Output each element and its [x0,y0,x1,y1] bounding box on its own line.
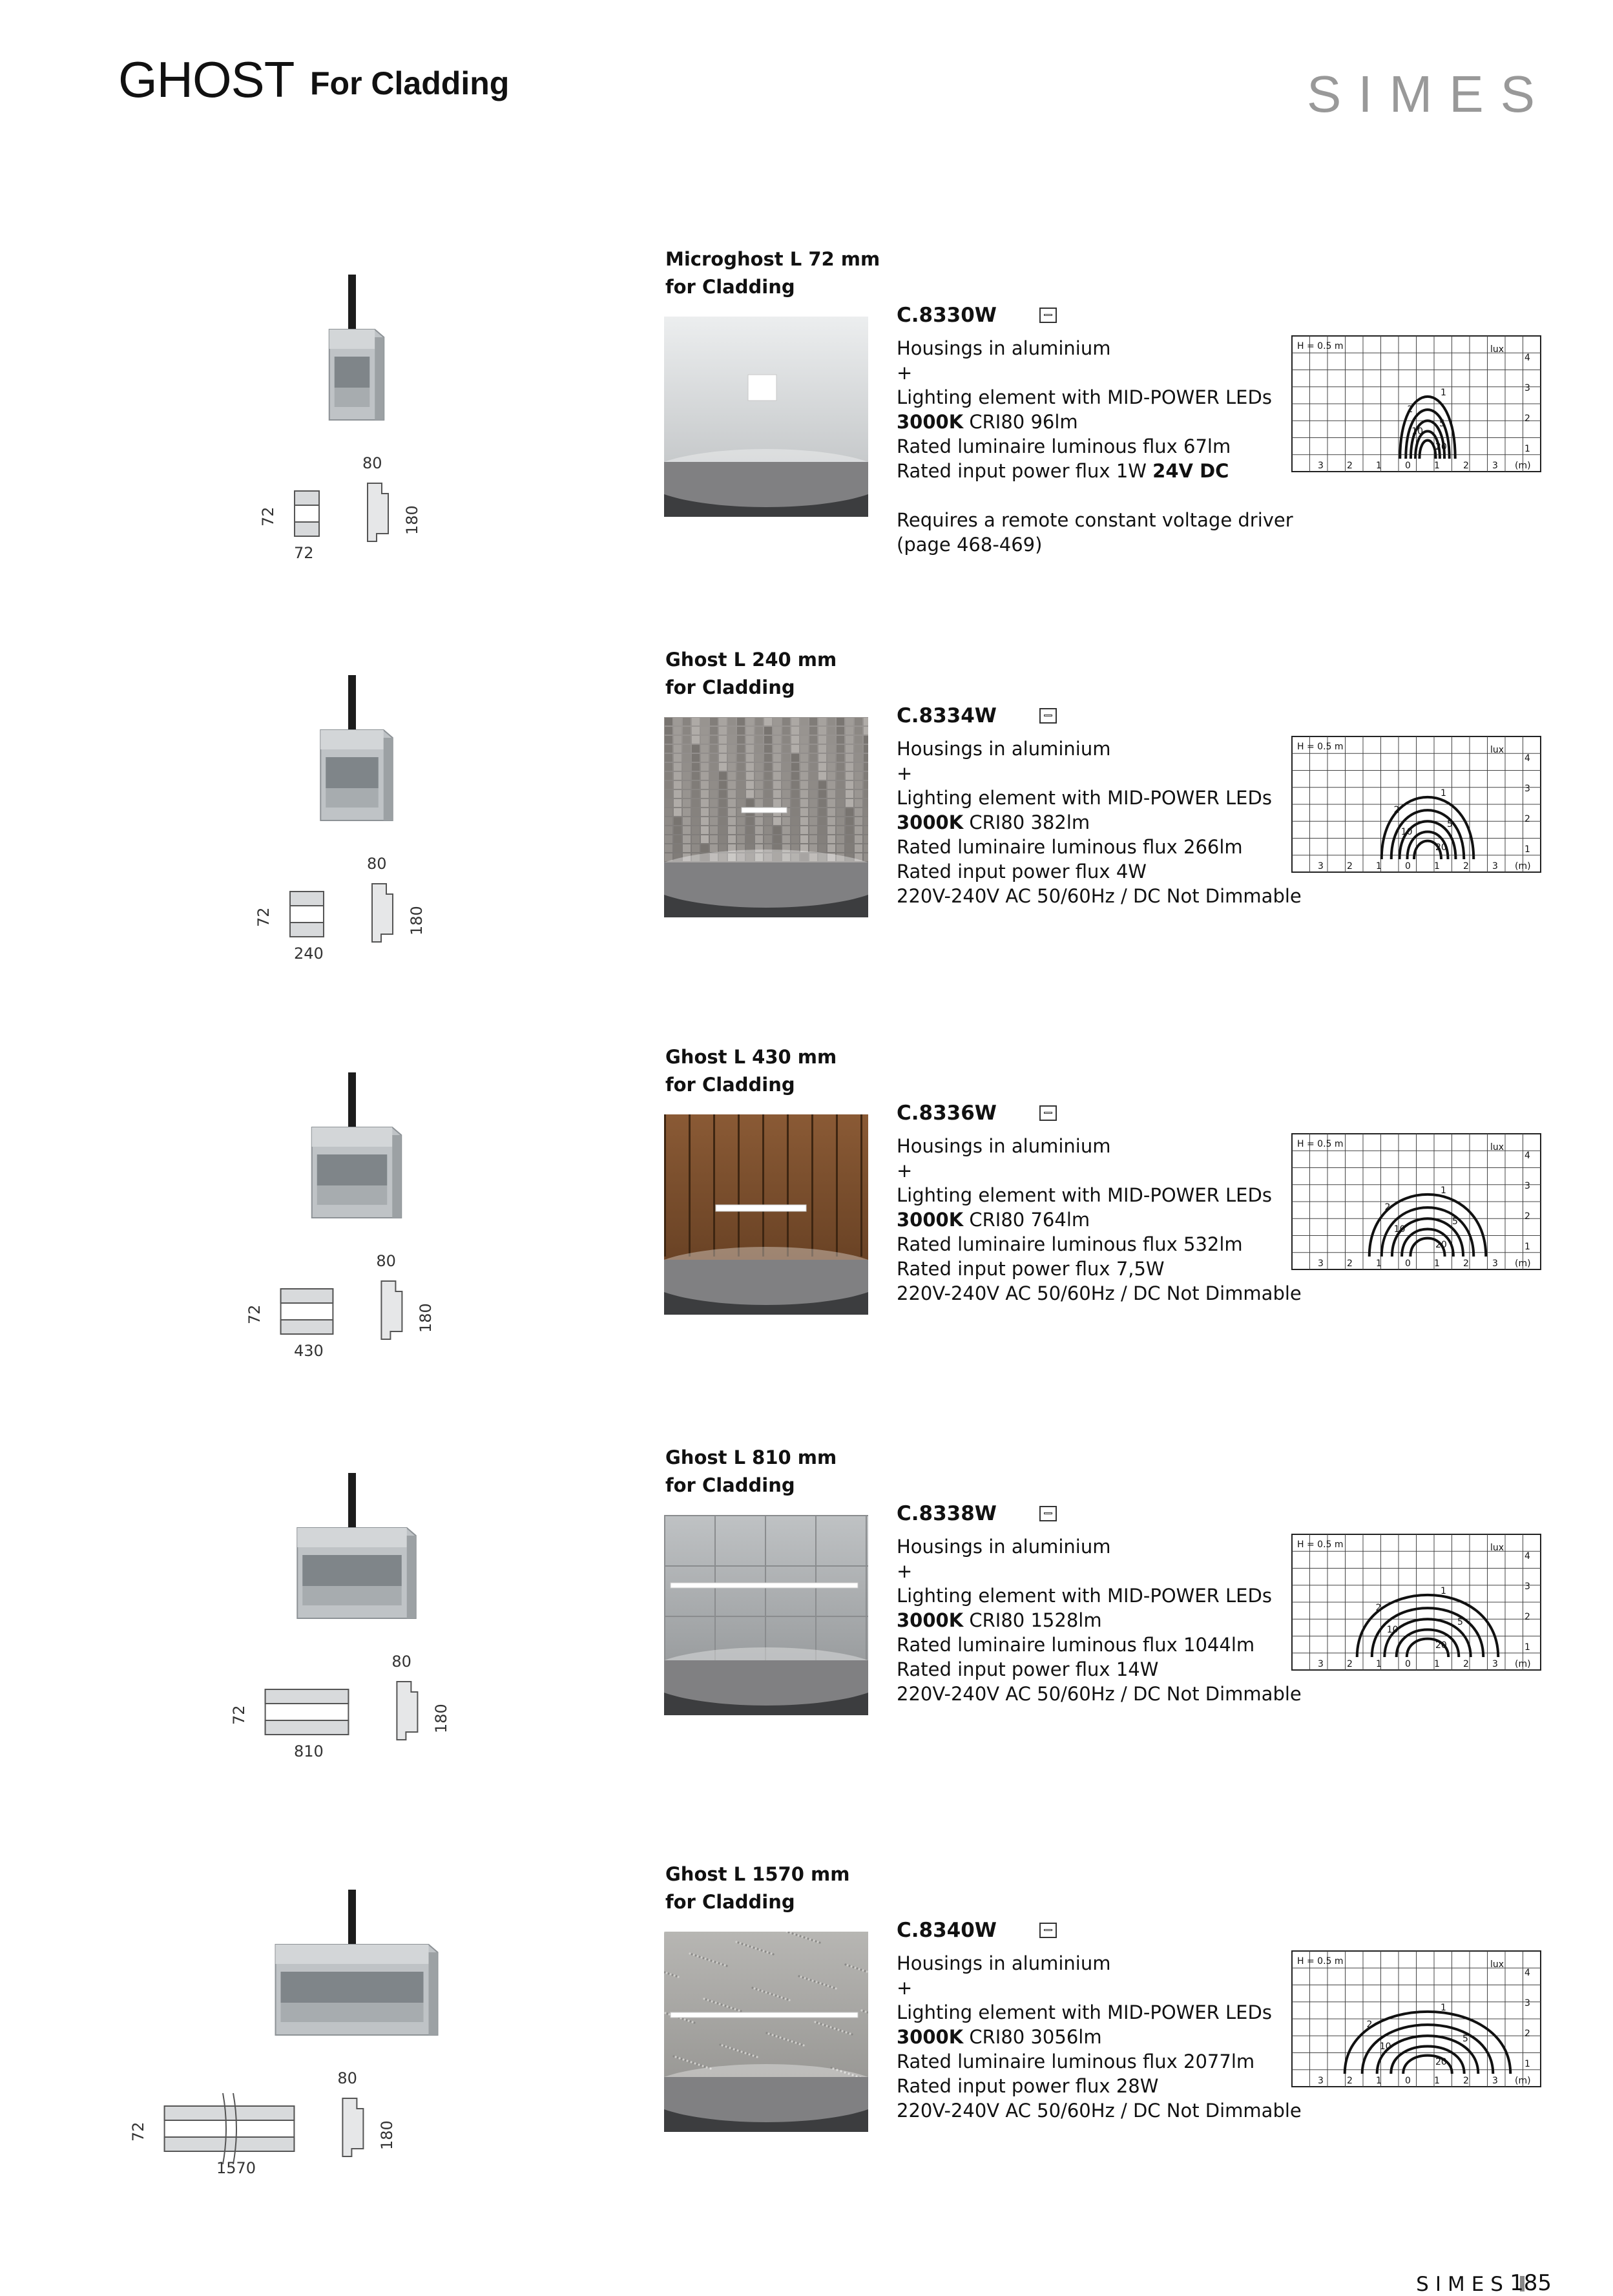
side-view [368,483,388,541]
product-code-row [897,1101,1057,1125]
isolux-label: 1 [1441,388,1446,398]
dim-height: 72 [259,506,277,527]
product-code-row [897,1919,1057,1942]
product-category: for Cladding [665,1891,795,1913]
wall-mount-icon [1039,1923,1057,1938]
height-label: H = 0.5 m [1297,1139,1344,1149]
product-title [665,1861,849,1916]
x-tick: 1 [1376,2076,1382,2086]
height-label: H = 0.5 m [1297,1539,1344,1550]
x-tick: 0 [1405,1659,1411,1669]
color-temp: 3000K [897,811,964,833]
y-tick: 1 [1525,2059,1530,2069]
isolux-label: 2 [1375,1603,1382,1613]
dim-depth: 80 [362,454,382,472]
height-label: H = 0.5 m [1297,341,1344,351]
cri-lumen: CRI80 764lm [963,1209,1090,1231]
product-code: C.8338W [897,1502,997,1525]
dim-length: 180 [408,906,426,935]
page-title: GHOST [118,51,295,108]
color-temp: 3000K [897,2026,964,2048]
isolux-label: 10 [1393,1224,1406,1235]
power-line [897,1257,1302,1281]
x-tick: 3 [1492,861,1498,871]
power-line [897,2074,1302,2098]
isolux-label: 20 [1435,1640,1447,1651]
product-photo [664,717,868,917]
page-subtitle: For Cladding [310,65,510,101]
driver-page-ref: (page 468-469) [897,534,1043,556]
light-slot [326,757,379,788]
light-slot-glow [742,808,787,813]
product-photo [664,1114,868,1315]
isolux-diagram [1289,1131,1544,1299]
product-category: for Cladding [665,676,795,698]
color-temp-line [897,1608,1302,1633]
input-power: Rated input power flux 7,5W [897,1258,1165,1280]
voltage: 24V DC [1152,460,1229,482]
brand-logo: SIMES [1307,65,1552,123]
isolux-label: 10 [1411,426,1424,437]
product-name: Ghost L 810 mm [665,1446,837,1468]
dim-height: 72 [245,1304,264,1324]
dim-width: 810 [294,1742,324,1760]
product-photo [664,1932,868,2132]
plus-sign: + [897,1977,913,1999]
lighting-spec: Lighting element with MID-POWER LEDs [897,1585,1272,1607]
front-view [265,1689,349,1735]
power-line [897,859,1302,884]
luminous-flux: Rated luminaire luminous flux 2077lm [897,2051,1255,2072]
wall-mount-icon [1039,1105,1057,1121]
luminous-flux: Rated luminaire luminous flux 1044lm [897,1634,1255,1656]
cri-lumen: CRI80 3056lm [963,2026,1102,2048]
product-description [897,1534,1302,1706]
isolux-label: 2 [1366,2019,1373,2030]
isolux-diagram [1289,733,1544,901]
isolux-label: 5 [1457,1617,1463,1627]
spacer [897,483,1293,508]
product-category: for Cladding [665,276,795,298]
lighting-spec: Lighting element with MID-POWER LEDs [897,2001,1272,2023]
dim-length: 180 [417,1303,435,1333]
x-tick: 3 [1318,1659,1324,1669]
cri-lumen: CRI80 382lm [963,811,1090,833]
product-code: C.8334W [897,704,997,727]
product-title [665,646,837,702]
lighting-spec: Lighting element with MID-POWER LEDs [897,787,1272,809]
distance-unit: (m) [1515,861,1531,871]
color-temp: 3000K [897,1609,964,1631]
y-tick: 2 [1525,2029,1530,2039]
product-code: C.8340W [897,1919,997,1942]
side-view [381,1281,402,1339]
distance-unit: (m) [1515,1659,1531,1669]
x-tick: 1 [1434,1659,1440,1669]
x-tick: 3 [1318,461,1324,471]
color-temp-line [897,2025,1302,2049]
product-code: C.8336W [897,1101,997,1125]
dim-width: 1570 [216,2159,256,2177]
height-label: H = 0.5 m [1297,1956,1344,1967]
isolux-label: 5 [1439,419,1445,429]
y-tick: 1 [1525,844,1530,855]
housing-top [312,1127,393,1147]
unit-label: lux [1490,745,1504,755]
dim-width: 430 [294,1342,324,1360]
product-title [665,1043,837,1099]
housing-spec: Housings in aluminium [897,337,1111,359]
y-tick: 4 [1525,753,1530,764]
y-tick: 3 [1525,1181,1530,1191]
plus-sign: + [897,1160,913,1182]
x-tick: 1 [1434,2076,1440,2086]
input-power: Rated input power flux 14W [897,1658,1159,1680]
x-tick: 1 [1434,861,1440,871]
isolux-label: 1 [1441,1185,1446,1196]
housing-spec: Housings in aluminium [897,738,1111,760]
x-tick: 2 [1463,1659,1469,1669]
isolux-label: 1 [1441,788,1446,798]
x-tick: 1 [1376,461,1382,471]
housing-top [320,730,384,749]
unit-label: lux [1490,1543,1504,1553]
cri-lumen: CRI80 96lm [963,411,1078,433]
isolux-label: 5 [1452,1216,1458,1227]
y-tick: 1 [1525,1242,1530,1252]
color-temp-line [897,410,1293,434]
distance-unit: (m) [1515,461,1531,471]
isolux-label: 5 [1462,2034,1468,2044]
power-supply: 220V-240V AC 50/60Hz / DC Not Dimmable [897,2100,1302,2122]
plus-sign: + [897,762,913,784]
product-name: Ghost L 430 mm [665,1046,837,1068]
unit-label: lux [1490,344,1504,355]
color-temp: 3000K [897,1209,964,1231]
plus-sign: + [897,362,913,384]
page-number: 185 [1510,2270,1552,2296]
x-tick: 3 [1318,861,1324,871]
y-tick: 3 [1525,1581,1530,1592]
isolux-label: 20 [1435,842,1447,853]
product-description [897,736,1302,908]
x-tick: 2 [1347,1659,1353,1669]
side-view [397,1682,417,1740]
isolux-label: 2 [1393,805,1400,815]
input-power: Rated input power flux 4W [897,861,1147,882]
product-name: Ghost L 1570 mm [665,1863,850,1885]
isolux-label: 20 [1435,1240,1447,1250]
unit-label: lux [1490,1959,1504,1970]
x-tick: 1 [1434,1258,1440,1269]
light-slot-glow [716,1205,806,1211]
product-code-row [897,704,1057,727]
x-tick: 0 [1405,861,1411,871]
front-view [290,892,324,937]
housing-top [276,1945,429,1964]
isolux-label: 20 [1435,2057,1447,2067]
footer-brand: SIMES [1416,2273,1510,2296]
product-description [897,1134,1302,1306]
y-tick: 2 [1525,814,1530,824]
product-photo [664,1515,868,1715]
x-tick: 0 [1405,1258,1411,1269]
y-tick: 2 [1525,413,1530,424]
y-tick: 1 [1525,444,1530,454]
product-name: Microghost L 72 mm [665,248,880,270]
color-temp-line [897,810,1302,835]
height-label: H = 0.5 m [1297,742,1344,752]
input-power: Rated input power flux 1W [897,460,1153,482]
light-slot-glow [671,2012,858,2018]
x-tick: 2 [1463,2076,1469,2086]
y-tick: 4 [1525,353,1530,363]
housing-spec: Housings in aluminium [897,1952,1111,1974]
x-tick: 2 [1463,461,1469,471]
housing-spec: Housings in aluminium [897,1135,1111,1157]
dim-width: 72 [294,544,314,562]
product-name: Ghost L 240 mm [665,649,837,671]
product-code: C.8330W [897,304,997,327]
light-slot [317,1154,388,1185]
isolux-diagram [1289,1531,1544,1699]
product-title [665,1444,837,1499]
unit-label: lux [1490,1142,1504,1153]
y-tick: 4 [1525,1551,1530,1561]
product-description [897,1951,1302,2123]
y-tick: 3 [1525,383,1530,393]
x-tick: 1 [1434,461,1440,471]
cri-lumen: CRI80 1528lm [963,1609,1102,1631]
light-slot-glow [671,1583,858,1588]
front-view [295,491,319,536]
dim-height: 72 [255,907,273,927]
dim-depth: 80 [367,855,387,873]
lighting-spec: Lighting element with MID-POWER LEDs [897,386,1272,408]
x-tick: 3 [1318,2076,1324,2086]
x-tick: 0 [1405,461,1411,471]
isolux-diagram [1289,1948,1544,2116]
isolux-label: 10 [1379,2041,1391,2052]
x-tick: 2 [1347,1258,1353,1269]
product-category: for Cladding [665,1474,795,1496]
driver-note: Requires a remote constant voltage driver [897,509,1293,531]
x-tick: 1 [1376,1258,1382,1269]
isolux-label: 1 [1441,2003,1446,2013]
distance-unit: (m) [1515,1258,1531,1269]
housing-spec: Housings in aluminium [897,1536,1111,1558]
y-tick: 2 [1525,1612,1530,1622]
y-tick: 3 [1525,1998,1530,2009]
dim-depth: 80 [391,1653,411,1671]
product-category: for Cladding [665,1074,795,1096]
input-power: Rated input power flux 28W [897,2075,1159,2097]
x-tick: 1 [1376,861,1382,871]
power-supply: 220V-240V AC 50/60Hz / DC Not Dimmable [897,1683,1302,1705]
power-line [897,1657,1302,1682]
dim-height: 72 [229,1705,248,1725]
x-tick: 3 [1492,461,1498,471]
wall-mount-icon [1039,708,1057,724]
isolux-label: 2 [1384,1202,1391,1213]
power-supply: 220V-240V AC 50/60Hz / DC Not Dimmable [897,1282,1302,1304]
wall-mount-icon [1039,1506,1057,1521]
x-tick: 2 [1347,2076,1353,2086]
isolux-label: 10 [1386,1625,1399,1635]
dim-width: 240 [294,944,324,963]
dim-length: 180 [403,505,421,535]
y-tick: 3 [1525,784,1530,794]
x-tick: 0 [1405,2076,1411,2086]
luminous-flux: Rated luminaire luminous flux 67lm [897,435,1231,457]
product-code-row [897,1502,1057,1525]
luminous-flux: Rated luminaire luminous flux 532lm [897,1233,1243,1255]
light-slot [302,1555,402,1586]
x-tick: 3 [1492,2076,1498,2086]
side-view [372,884,393,942]
x-tick: 3 [1492,1258,1498,1269]
housing-top [297,1528,407,1547]
dim-length: 180 [378,2120,397,2150]
y-tick: 2 [1525,1211,1530,1222]
y-tick: 4 [1525,1151,1530,1161]
side-view [342,2098,363,2156]
luminous-flux: Rated luminaire luminous flux 266lm [897,836,1243,858]
power-supply: 220V-240V AC 50/60Hz / DC Not Dimmable [897,885,1302,907]
front-view [165,2093,295,2164]
isolux-label: 5 [1447,819,1453,830]
power-line [897,459,1293,483]
y-tick: 1 [1525,1642,1530,1653]
lighting-spec: Lighting element with MID-POWER LEDs [897,1184,1272,1206]
dim-depth: 80 [376,1252,396,1270]
distance-unit: (m) [1515,2076,1531,2086]
x-tick: 1 [1376,1659,1382,1669]
plus-sign: + [897,1560,913,1582]
x-tick: 2 [1463,1258,1469,1269]
dim-depth: 80 [337,2069,357,2087]
isolux-label: 2 [1407,404,1413,415]
light-slot [281,1972,424,2003]
dim-length: 180 [432,1704,451,1733]
dim-height: 72 [129,2122,147,2142]
isolux-label: 20 [1435,442,1447,452]
x-tick: 3 [1492,1659,1498,1669]
x-tick: 2 [1347,861,1353,871]
x-tick: 2 [1347,461,1353,471]
y-tick: 4 [1525,1968,1530,1978]
isolux-label: 1 [1441,1586,1446,1596]
color-temp: 3000K [897,411,964,433]
x-tick: 3 [1318,1258,1324,1269]
x-tick: 2 [1463,861,1469,871]
color-temp-line [897,1207,1302,1232]
front-view [281,1289,333,1334]
isolux-label: 10 [1400,827,1413,837]
